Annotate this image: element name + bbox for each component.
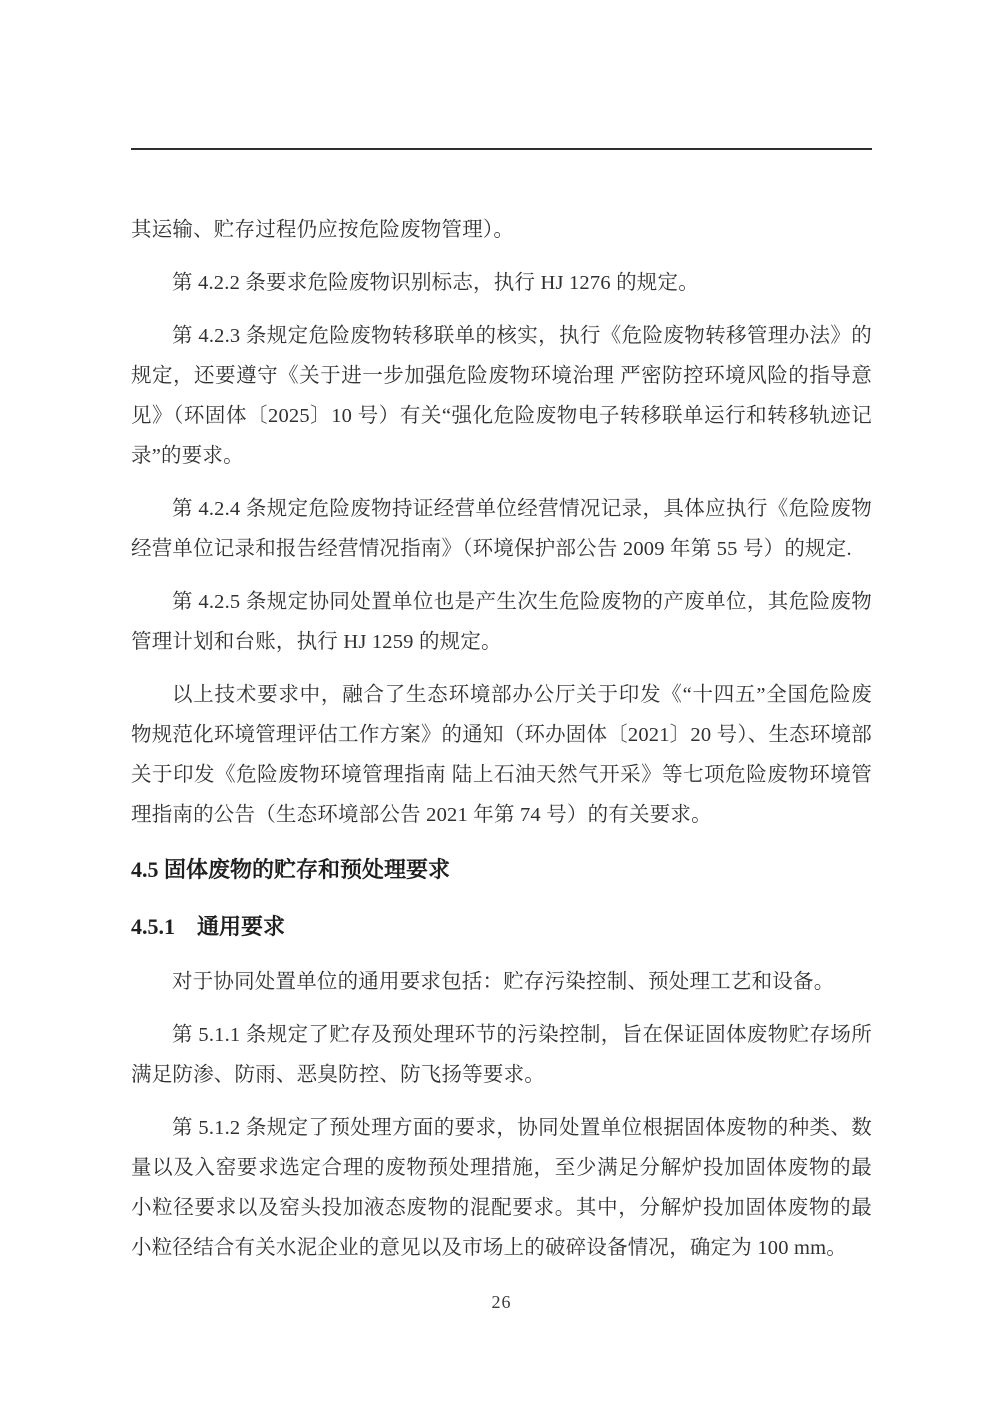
paragraph: 第 5.1.1 条规定了贮存及预处理环节的污染控制，旨在保证固体废物贮存场所满足防渗、防雨、恶臭防控、防飞扬等要求。 [131,1024,872,1086]
paragraph: 第 4.2.5 条规定协同处置单位也是产生次生危险废物的产废单位，其危险废物管理计划和台账，执行 HJ 1259 的规定。 [131,591,872,653]
paragraph: 第 4.2.3 条规定危险废物转移联单的核实，执行《危险废物转移管理办法》的规定，还要遵守《关于进一步加强危险废物环境治理 严密防控环境风险的指导意见》（环固体〔2025〕10 号）有关“强化危险废物电子转移联单运行和转移轨迹记录”的要求。 [131,325,872,467]
paragraph: 对于协同处置单位的通用要求包括：贮存污染控制、预处理工艺和设备。 [172,971,835,993]
page-number: 26 [491,1292,512,1312]
paragraph: 第 4.2.2 条要求危险废物识别标志，执行 HJ 1276 的规定。 [172,272,699,294]
paragraph: 以上技术要求中，融合了生态环境部办公厅关于印发《“十四五”全国危险废物规范化环境管理评估工作方案》的通知（环办固体〔2021〕20 号）、生态环境部关于印发《危险废物环境管理指南 陆上石油天然气开采》等七项危险废物环境管理指南的公告（生态环境部公告 2021 年第 74 号）的有关要求。 [131,684,872,826]
document-body [131,210,872,1281]
paragraph: 其运输、贮存过程仍应按危险废物管理）。 [131,219,515,241]
header-rule [131,148,872,150]
subsection-heading: 4.5.1 通用要求 [131,914,286,939]
section-heading: 4.5 固体废物的贮存和预处理要求 [131,857,451,882]
paragraph: 第 5.1.2 条规定了预处理方面的要求，协同处置单位根据固体废物的种类、数量以及入窑要求选定合理的废物预处理措施，至少满足分解炉投加固体废物的最小粒径要求以及窑头投加液态废物的混配要求。其中，分解炉投加固体废物的最小粒径结合有关水泥企业的意见以及市场上的破碎设备情况，确定为 100 mm。 [131,1117,872,1259]
paragraph: 第 4.2.4 条规定危险废物持证经营单位经营情况记录，具体应执行《危险废物经营单位记录和报告经营情况指南》（环境保护部公告 2009 年第 55 号）的规定. [131,498,872,560]
